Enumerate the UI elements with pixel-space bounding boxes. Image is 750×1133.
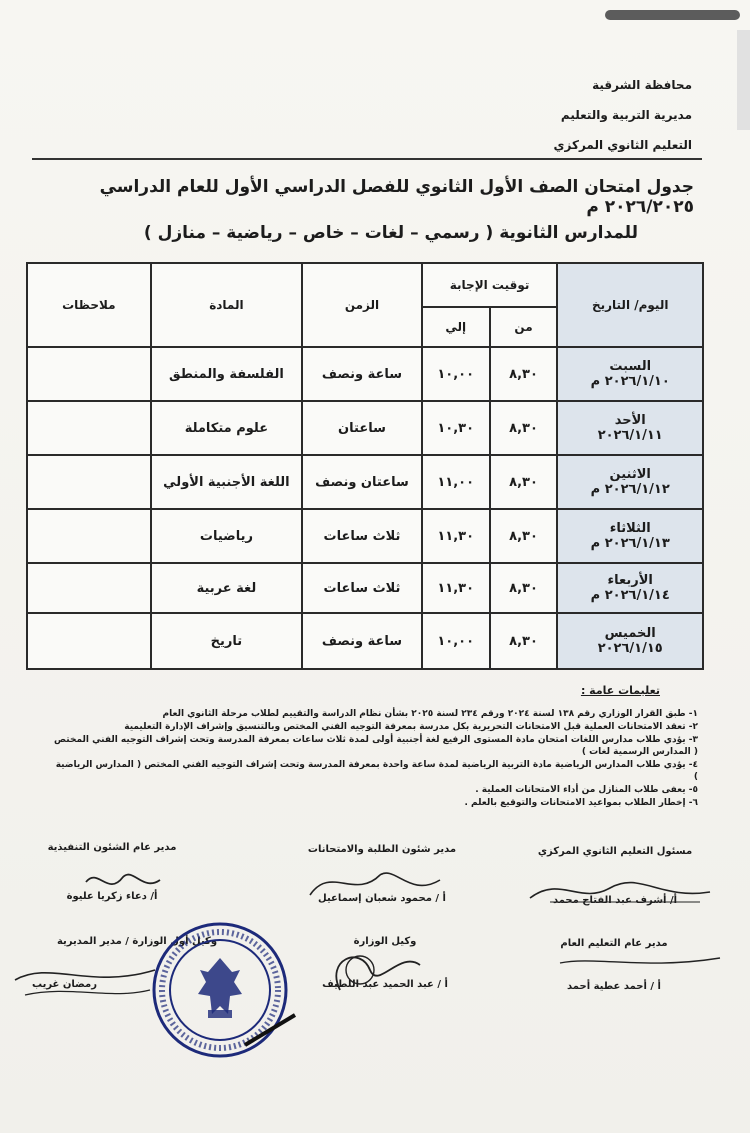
header-governorate: محافظة الشرقية [592,78,692,92]
subject-cell: الفلسفة والمنطق [151,347,303,401]
header-block [554,70,692,160]
day-name: الاثنين [609,467,651,482]
duration-cell: ساعة ونصف [302,347,422,401]
day-date-cell [557,401,703,455]
subject-cell: اللغة الأجنبية الأولي [151,455,303,509]
signature-scribble [240,1010,300,1050]
table-row [27,401,703,455]
duration-cell: ساعتان [302,401,422,455]
time-from: ٨,٣٠ [490,455,558,509]
table-row [27,613,703,669]
time-to: ١١,٠٠ [422,455,490,509]
signature-scribble [520,870,720,910]
exam-date: ٢٠٢٦/١/١٥ [597,641,663,656]
signature-role: مدير عام الشئون التنفيذية [47,842,177,853]
time-from: ٨,٣٠ [490,401,558,455]
notes-cell [27,613,151,669]
instruction-item: ٤- يؤدي طلاب المدارس الرياضية مادة التربية الرياضية لمدة ساعة واحدة بمعرفة المدرسة وتحت إشراف التوجيه الفني المختص ( المدارس الرياضية ) [55,760,698,782]
day-name: الأحد [614,413,646,428]
document-title: جدول امتحان الصف الأول الثانوي للفصل الدراسي الأول للعام الدراسي ٢٠٢٦/٢٠٢٥ م [99,177,694,217]
signature-role: مدير عام التعليم العام [560,938,668,949]
notes-cell [27,563,151,613]
subject-cell: علوم متكاملة [151,401,303,455]
header-from: من [490,307,558,347]
document-subtitle: للمدارس الثانوية ( رسمي – لغات – خاص – رياضية – منازل ) [143,223,638,243]
header-day-date: اليوم/ التاريخ [557,263,703,347]
exam-date: ٢٠٢٦/١/١٢ م [590,482,670,497]
header-notes: ملاحظات [27,263,151,347]
time-from: ٨,٣٠ [490,613,558,669]
exam-date: ٢٠٢٦/١/١٠ م [590,374,670,389]
day-date-cell [557,455,703,509]
duration-cell: ثلاث ساعات [302,509,422,563]
notes-cell [27,401,151,455]
header-divider [32,158,702,160]
table-row [27,347,703,401]
signature-scribble [320,940,430,1000]
table-row [27,455,703,509]
signature-scribble [555,948,725,978]
signature-name: أ / عبد الحميد عبد اللطيف [322,979,448,990]
instruction-item: ٥- يعفى طلاب المنازل من أداء الامتحانات العملية . [475,785,698,795]
signature-role: مدير شئون الطلبة والامتحانات [307,844,457,855]
scrollbar-handle[interactable] [605,10,740,20]
signature-name: أ/ دعاء زكريا عليوة [66,891,158,902]
header-department: التعليم الثانوي المركزي [553,138,692,152]
time-to: ١٠,٠٠ [422,347,490,401]
notes-cell [27,509,151,563]
duration-cell: ساعة ونصف [302,613,422,669]
time-from: ٨,٣٠ [490,509,558,563]
exam-schedule-table [26,262,704,670]
table-row [27,509,703,563]
instruction-item: ٢- تعقد الامتحانات العملية قبل الامتحانات التحريرية بكل مدرسة بمعرفة التوجيه الفني المختص وبالتنسيق وإشراف الإدارة التعليمية [124,722,698,732]
signature-name: أ / محمود شعبان إسماعيل [318,893,446,904]
day-name: الأربعاء [607,573,653,588]
day-date-cell [557,563,703,613]
instructions-list [50,708,698,810]
exam-date: ٢٠٢٦/١/١٣ م [590,536,670,551]
time-to: ١١,٣٠ [422,563,490,613]
day-name: الثلاثاء [609,521,651,536]
signature-name: رمضان غريب [32,979,97,990]
header-answer-timing: توقيت الإجابة [422,263,558,307]
time-from: ٨,٣٠ [490,347,558,401]
day-date-cell [557,509,703,563]
signature-scribble [78,862,168,902]
instruction-item: ٦- إخطار الطلاب بمواعيد الامتحانات والتوقيع بالعلم . [464,798,698,808]
instructions-title: تعليمات عامة : [580,684,660,697]
side-strip [737,30,750,130]
exam-date: ٢٠٢٦/١/١١ [597,428,663,443]
header-directorate: مديرية التربية والتعليم [560,108,692,122]
signature-role: وكيل أول الوزارة / مدير المديرية [56,936,218,947]
duration-cell: ثلاث ساعات [302,563,422,613]
subject-cell: رياضيات [151,509,303,563]
table-row [27,563,703,613]
day-date-cell [557,613,703,669]
day-name: السبت [609,359,652,374]
day-date-cell [557,347,703,401]
signature-role: مسئول التعليم الثانوي المركزي [537,846,693,857]
signature-name: أ/ أشرف عبد الفتاح محمد [552,895,678,906]
subject-cell: تاريخ [151,613,303,669]
day-name: الخميس [604,626,656,641]
notes-cell [27,455,151,509]
time-to: ١٠,٣٠ [422,401,490,455]
header-duration: الزمن [302,263,422,347]
signature-scribble [10,950,160,1010]
exam-date: ٢٠٢٦/١/١٤ م [590,588,670,603]
time-to: ١١,٣٠ [422,509,490,563]
signature-name: أ / أحمد عطية أحمد [567,981,661,992]
signature-role: وكيل الوزارة [353,936,417,947]
time-to: ١٠,٠٠ [422,613,490,669]
notes-cell [27,347,151,401]
header-subject: المادة [151,263,303,347]
signature-scribble [300,860,450,905]
time-from: ٨,٣٠ [490,563,558,613]
duration-cell: ساعتان ونصف [302,455,422,509]
instruction-item: ٣- يؤدي طلاب مدارس اللغات امتحان مادة المستوى الرفيع لغة أجنبية أولى لمدة ثلاث ساعات بمعرفة المدرسة وتحت إشراف التوجيه الفني المختص ( المدارس الرسمية لغات ) [54,735,698,757]
header-to: إلي [422,307,490,347]
instruction-item: ١- طبق القرار الوزاري رقم ١٣٨ لسنة ٢٠٢٤ ورقم ٢٣٤ لسنة ٢٠٢٥ بشأن نظام الدراسة والتقييم لطلاب مرحلة الثانوي العام [162,709,698,719]
subject-cell: لغة عربية [151,563,303,613]
